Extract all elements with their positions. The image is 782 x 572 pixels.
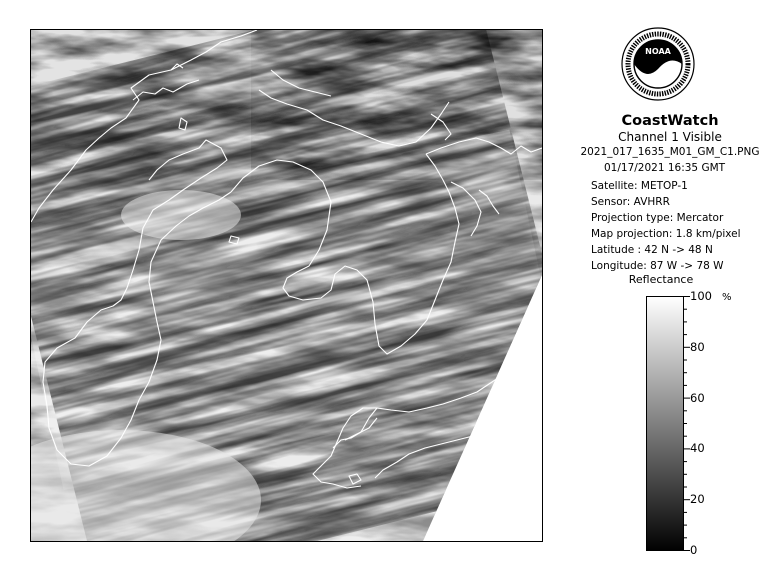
colorbar-tick-label: 100: [690, 289, 712, 303]
info-latitude: Latitude : 42 N -> 48 N: [591, 244, 713, 256]
info-projection-type: Projection type: Mercator: [591, 212, 724, 224]
colorbar-tick-label: 0: [690, 543, 698, 557]
reflectance-colorbar: [646, 296, 684, 551]
colorbar-label: Reflectance: [628, 273, 694, 286]
colorbar-tick-label: 80: [690, 339, 705, 354]
brand-title: CoastWatch: [621, 113, 719, 129]
satellite-map: [31, 30, 542, 541]
logo-center-text: NOAA: [645, 47, 671, 56]
satellite-image: [30, 29, 543, 542]
acquisition-datetime: 01/17/2021 16:35 GMT: [604, 162, 726, 174]
info-longitude: Longitude: 87 W -> 78 W: [591, 260, 724, 272]
info-sensor: Sensor: AVHRR: [591, 196, 670, 208]
info-satellite: Satellite: METOP-1: [591, 180, 688, 192]
colorbar-tick-label: 60: [690, 390, 705, 405]
noaa-logo-graphic: [620, 17, 696, 111]
colorbar-tick-label: 20: [690, 492, 705, 507]
channel-title: Channel 1 Visible: [618, 130, 722, 144]
image-filename: 2021_017_1635_M01_GM_C1.PNG: [580, 146, 760, 158]
colorbar-ticks: [684, 296, 744, 551]
colorbar-unit: %: [722, 292, 732, 303]
colorbar-tick-label: 40: [690, 441, 705, 456]
noaa-seal-icon: [620, 17, 696, 111]
info-map-projection: Map projection: 1.8 km/pixel: [591, 228, 741, 240]
